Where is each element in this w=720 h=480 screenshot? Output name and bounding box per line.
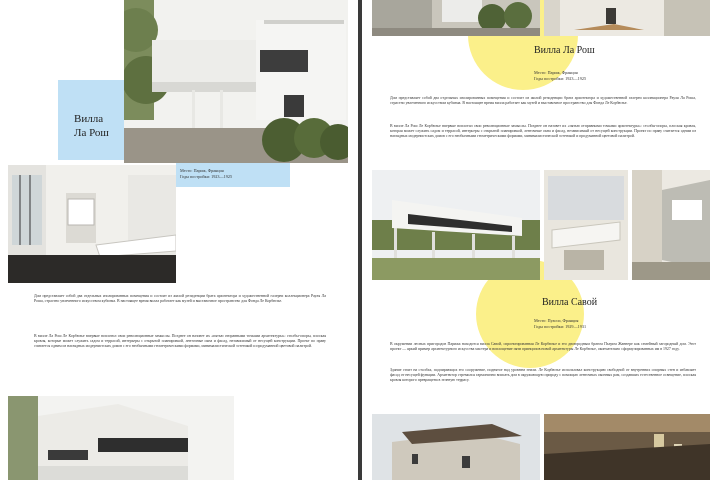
villa-title-line1: Вилла: [74, 113, 104, 125]
villa-laroche-place: Место: Париж, Франция: [534, 70, 578, 75]
villa-savoye-title: Вилла Савой: [542, 297, 598, 308]
villa-interior-photo: [8, 165, 176, 283]
villa-laroche-text-1: Дом представляет собой два отдельных изолированных помещения и состоит из жилой резиденции брата архитектора и художественной галереи коллекционера Рауля Ла Роша, страстно увлеченного искусством кубизма. В настоящее время вилла работает как музей и выставочное пространство для Фонда Ле Корбюзье.: [390, 96, 696, 106]
villa-laroche-top-photo: [372, 0, 540, 36]
villa-laroche-meta: [534, 70, 634, 81]
villa-exterior-illustration: [124, 0, 348, 163]
chapel-exterior-photo: [372, 414, 540, 480]
villa-savoye-exterior-illustration: [372, 170, 540, 280]
villa-savoye-meta: [534, 318, 634, 329]
villa-savoye-place: Место: Пуасси, Франция: [534, 318, 579, 323]
villa-savoye-interior: [632, 170, 710, 280]
villa-savoye-exterior: [372, 170, 540, 280]
villa-savoye-photo: [8, 396, 234, 480]
villa-laroche-interior-top: [544, 0, 710, 36]
villa-savoye-text-2: Здание стоит на столбах, подпирающих его сооружение, поднятое над уровнем земли. Ле Корбюзье использовал конструкцию свободной от внутренних опорных стен и избавляет фасад от несущей функции. Архитектор стремился гармонично вписать дом в окружающую природу с помощью ленточных оконных рам, создавших естественное освещение, плоская кровля которого превращена в зеленую террасу.: [390, 368, 696, 383]
right-page: [362, 0, 720, 480]
villa-interior-illustration: [8, 165, 176, 283]
villa-savoye-illustration: [8, 396, 234, 480]
villa-description-2: В вилле Ла Рош Ле Корбюзье впервые воплотил свои революционные замыслы. Позднее он назовет их «пятью отправными точками архитектуры»: столбы-опоры, плоская кровля, которые может служить садом и террасой, интерьеры с открытой планировкой, ленточные окна и фасад, независимый от несущей конструкции. Проект по праву считается одним из наглядных модернистских домов с его необычными геометрическими формами, минималистической эстетикой и продуманной цветовой палитрой.: [34, 334, 326, 349]
villa-laroche-top-illustration: [372, 0, 540, 36]
villa-description-1: Дом представляет собой два отдельных изолированных помещения и состоит из жилой резиденции брата архитектора и художественной галереи коллекционера Рауля Ла Роша, страстно увлеченного искусством кубизма. В настоящее время вилла работает как музей и выставочное пространство для Фонда Ле Корбюзье.: [34, 294, 326, 304]
chapel-exterior-illustration: [372, 414, 540, 480]
villa-savoye-text-1: В окружении лесных пригородов Парижа находится вилла Савой, спроектированная Ле Корбюзье и его двоюродным братом Пьером Жаннере как семейный загородный дом. Этот проект — яркий пример архитектурного искусства мастера и воплощение пяти принципов новой архитектуры Ле Корбюзье, окончательно сформулированных им в 1927 году.: [390, 342, 696, 352]
villa-laroche-title: Вилла Ла Рош: [534, 45, 595, 56]
villa-meta: [180, 168, 280, 179]
left-page: [0, 0, 358, 480]
chapel-interior-illustration: [544, 414, 710, 480]
villa-savoye-years: Годы постройки: 1929—1931: [534, 323, 587, 329]
villa-savoye-interior-illustration: [632, 170, 710, 280]
meta-place: Место: Париж, Франция: [180, 168, 224, 173]
villa-laroche-years: Годы постройки: 1923—1925: [534, 75, 587, 81]
villa-savoye-ramp-illustration: [544, 170, 628, 280]
chapel-interior-photo: [544, 414, 710, 480]
villa-title-line2: Ла Рош: [74, 127, 109, 139]
villa-laroche-text-2: В вилле Ла Рош Ле Корбюзье впервые воплотил свои революционные замыслы. Позднее он назовет их «пятью отправными точками архитектуры»: столбы-опоры, плоская кровля, которая может служить садом и террасой, интерьеры с открытой планировкой, ленточные окна и фасад, независимый от несущей конструкции. Проект по праву считается одним из наглядных модернистских домов с его необычными геометрическими формами, минималистической эстетикой и продуманной цветовой палитрой.: [390, 124, 696, 139]
villa-exterior-photo: [124, 0, 348, 163]
meta-years: Годы постройки: 1923—1925: [180, 173, 233, 179]
villa-savoye-ramp: [544, 170, 628, 280]
villa-laroche-interior-top-illustration: [544, 0, 710, 36]
